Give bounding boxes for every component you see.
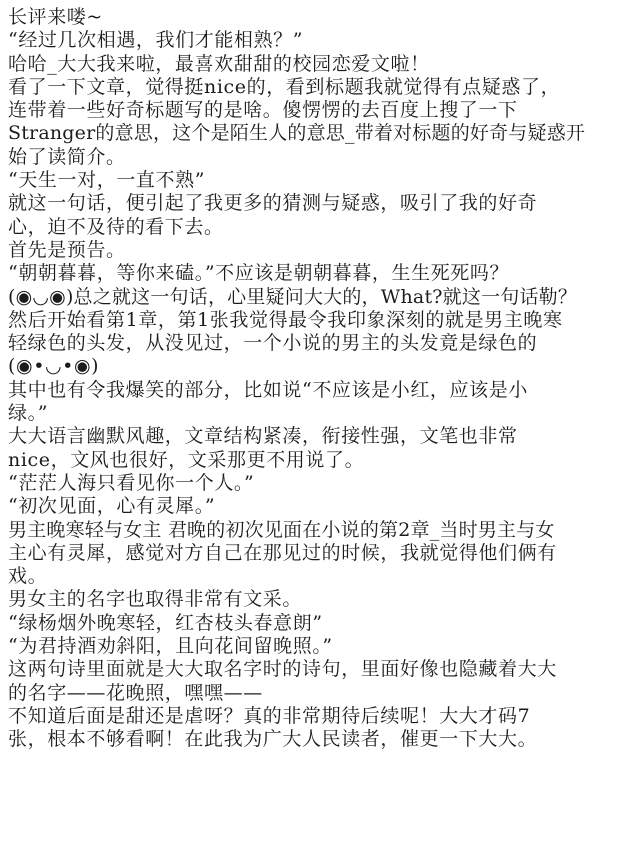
review-line: 始了读简介。 xyxy=(8,145,126,168)
review-line-title: 长评来喽~ xyxy=(8,6,103,28)
review-line-poem: “绿杨烟外晚寒轻，红杏枝头春意朗” xyxy=(8,611,323,634)
review-line: 然后开始看第1章，第1张我觉得最令我印象深刻的就是男主晚寒 xyxy=(8,308,563,331)
review-line: 大大语言幽默风趣，文章结构紧凑，衔接性强，文笔也非常 xyxy=(8,425,518,448)
review-line-quote: “初次见面，心有灵犀。” xyxy=(8,495,216,518)
review-line-quote-title: “经过几次相遇，我们才能相熟？” xyxy=(8,29,304,52)
review-line-quote: “天生一对，一直不熟” xyxy=(8,169,206,192)
review-line-poem: “为君持酒劝斜阳，且向花间留晚照。” xyxy=(8,635,333,658)
review-line: 主心有灵犀，感觉对方自己在那见过的时候，我就觉得他们俩有 xyxy=(8,541,557,564)
review-line: 绿。” xyxy=(8,402,49,425)
review-line: 张，根本不够看啊！在此我为广大人民读者，催更一下大大。 xyxy=(8,728,538,751)
review-line: 看了一下文章，觉得挺nice的，看到标题我就觉得有点疑惑了， xyxy=(8,75,561,98)
review-line: 首先是预告。 xyxy=(8,238,126,261)
review-line: 男女主的名字也取得非常有文采。 xyxy=(8,588,303,611)
review-line: 就这一句话，便引起了我更多的猜测与疑惑，吸引了我的好奇 xyxy=(8,192,538,215)
review-line-emoticon: (◉•◡•◉) xyxy=(8,355,100,378)
review-line: 心，迫不及待的看下去。 xyxy=(8,215,224,238)
review-line: nice，文风也很好，文采那更不用说了。 xyxy=(8,448,365,471)
review-line: Stranger的意思，这个是陌生人的意思_带着对标题的好奇与疑惑开 xyxy=(8,122,586,145)
review-line: 不知道后面是甜还是虐呀？真的非常期待后续呢！大大才码7 xyxy=(8,704,531,727)
review-line: 连带着一些好奇标题写的是啥。傻愣愣的去百度上搜了一下 xyxy=(8,99,518,122)
review-line-quote: “朝朝暮暮，等你来磕。”不应该是朝朝暮暮，生生死死吗？ xyxy=(8,262,510,285)
review-line: 其中也有令我爆笑的部分，比如说“不应该是小红，应该是小 xyxy=(8,378,528,401)
review-line: 这两句诗里面就是大大取名字时的诗句，里面好像也隐藏着大大 xyxy=(8,658,557,681)
review-line: 哈哈_大大我来啦，最喜欢甜甜的校园恋爱文啦！ xyxy=(8,52,430,75)
review-line-quote: “茫茫人海只看见你一个人。” xyxy=(8,471,255,494)
review-line: 的名字——花晚照，嘿嘿—— xyxy=(8,681,263,704)
review-line: 男主晚寒轻与女主 君晚的初次见面在小说的第2章_当时男主与女 xyxy=(8,518,555,541)
review-line: 轻绿色的头发，从没见过，一个小说的男主的头发竟是绿色的 xyxy=(8,332,538,355)
review-line: (◉◡◉)总之就这一句话，心里疑问大大的，What?就这一句话勒？ xyxy=(8,285,578,308)
review-line: 戏。 xyxy=(8,565,48,588)
